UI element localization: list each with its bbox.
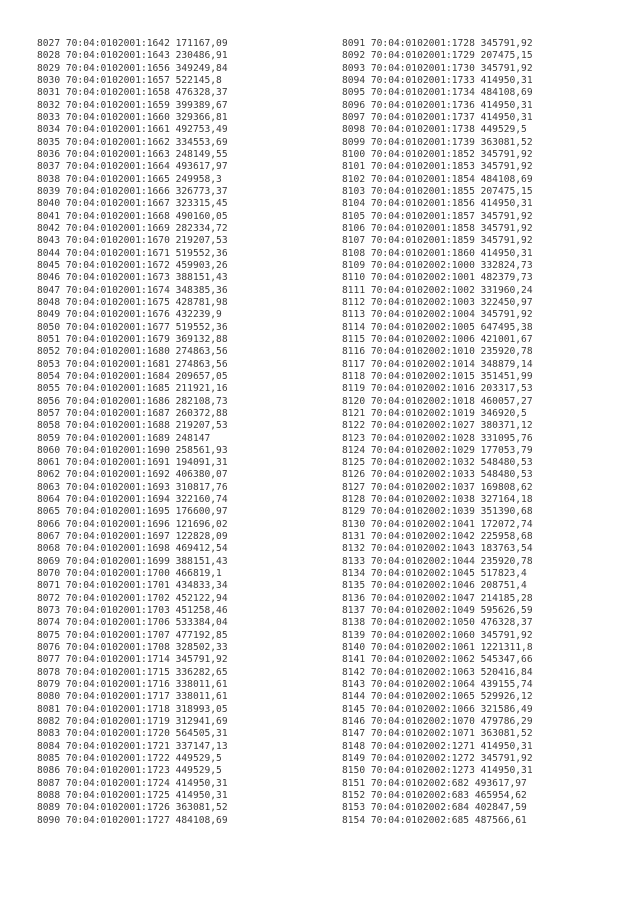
record-row: 8047 70:04:0102001:1674 348385,36 (37, 284, 228, 296)
record-row: 8123 70:04:0102002:1028 331095,76 (342, 432, 533, 444)
record-row: 8084 70:04:0102001:1721 337147,13 (37, 740, 228, 752)
record-row: 8152 70:04:0102002:683 465954,62 (342, 790, 527, 802)
record-row: 8046 70:04:0102001:1673 388151,43 (37, 272, 228, 284)
record-row: 8085 70:04:0102001:1722 449529,5 (37, 753, 222, 765)
record-row: 8093 70:04:0102001:1730 345791,92 (342, 62, 533, 74)
record-row: 8077 70:04:0102001:1714 345791,92 (37, 654, 228, 666)
record-row: 8042 70:04:0102001:1669 282334,72 (37, 222, 228, 234)
record-row: 8115 70:04:0102002:1006 421001,67 (342, 333, 533, 345)
record-row: 8038 70:04:0102001:1665 249958,3 (37, 173, 222, 185)
record-row: 8140 70:04:0102002:1061 1221311,8 (342, 642, 533, 654)
record-row: 8031 70:04:0102001:1658 476328,37 (37, 87, 228, 99)
record-row: 8138 70:04:0102002:1050 476328,37 (342, 617, 533, 629)
record-row: 8137 70:04:0102002:1049 595626,59 (342, 605, 533, 617)
record-row: 8089 70:04:0102001:1726 363081,52 (37, 802, 228, 814)
record-row: 8141 70:04:0102002:1062 545347,66 (342, 654, 533, 666)
record-row: 8114 70:04:0102002:1005 647495,38 (342, 321, 533, 333)
record-row: 8106 70:04:0102001:1858 345791,92 (342, 222, 533, 234)
record-row: 8033 70:04:0102001:1660 329366,81 (37, 111, 228, 123)
record-row: 8088 70:04:0102001:1725 414950,31 (37, 790, 228, 802)
record-row: 8104 70:04:0102001:1856 414950,31 (342, 198, 533, 210)
record-row: 8103 70:04:0102001:1855 207475,15 (342, 185, 533, 197)
record-row: 8064 70:04:0102001:1694 322160,74 (37, 494, 228, 506)
record-row: 8028 70:04:0102001:1643 230486,91 (37, 50, 228, 62)
record-row: 8082 70:04:0102001:1719 312941,69 (37, 716, 228, 728)
record-row: 8050 70:04:0102001:1677 519552,36 (37, 321, 228, 333)
record-row: 8092 70:04:0102001:1729 207475,15 (342, 50, 533, 62)
record-row: 8045 70:04:0102001:1672 459903,26 (37, 259, 228, 271)
record-row: 8121 70:04:0102002:1019 346920,5 (342, 407, 527, 419)
record-row: 8150 70:04:0102002:1273 414950,31 (342, 765, 533, 777)
record-row: 8062 70:04:0102001:1692 406380,07 (37, 469, 228, 481)
record-row: 8068 70:04:0102001:1698 469412,54 (37, 543, 228, 555)
record-row: 8065 70:04:0102001:1695 176600,97 (37, 506, 228, 518)
record-row: 8119 70:04:0102002:1016 203317,53 (342, 383, 533, 395)
record-row: 8040 70:04:0102001:1667 323315,45 (37, 198, 228, 210)
record-row: 8032 70:04:0102001:1659 399389,67 (37, 99, 228, 111)
record-row: 8091 70:04:0102001:1728 345791,92 (342, 38, 533, 49)
record-row: 8075 70:04:0102001:1707 477192,85 (37, 629, 228, 641)
record-row: 8039 70:04:0102001:1666 326773,37 (37, 185, 228, 197)
record-row: 8124 70:04:0102002:1029 177053,79 (342, 444, 533, 456)
record-row: 8070 70:04:0102001:1700 466819,1 (37, 568, 222, 580)
record-row: 8097 70:04:0102001:1737 414950,31 (342, 111, 533, 123)
record-row: 8145 70:04:0102002:1066 321586,49 (342, 703, 533, 715)
record-row: 8149 70:04:0102002:1272 345791,92 (342, 753, 533, 765)
record-row: 8148 70:04:0102002:1271 414950,31 (342, 740, 533, 752)
record-row: 8139 70:04:0102002:1060 345791,92 (342, 629, 533, 641)
record-row: 8080 70:04:0102001:1717 338011,61 (37, 691, 228, 703)
record-row: 8030 70:04:0102001:1657 522145,8 (37, 74, 222, 86)
record-row: 8073 70:04:0102001:1703 451258,46 (37, 605, 228, 617)
record-row: 8066 70:04:0102001:1696 121696,02 (37, 518, 228, 530)
record-row: 8136 70:04:0102002:1047 214185,28 (342, 592, 533, 604)
record-row: 8098 70:04:0102001:1738 449529,5 (342, 124, 527, 136)
record-row: 8153 70:04:0102002:684 402847,59 (342, 802, 527, 814)
record-row: 8027 70:04:0102001:1642 171167,09 (37, 38, 228, 49)
record-row: 8096 70:04:0102001:1736 414950,31 (342, 99, 533, 111)
record-row: 8118 70:04:0102002:1015 351451,99 (342, 370, 533, 382)
record-row: 8101 70:04:0102001:1853 345791,92 (342, 161, 533, 173)
record-row: 8126 70:04:0102002:1033 548480,53 (342, 469, 533, 481)
record-row: 8087 70:04:0102001:1724 414950,31 (37, 777, 228, 789)
right-column (342, 38, 533, 827)
record-row: 8112 70:04:0102002:1003 322450,97 (342, 296, 533, 308)
record-row: 8134 70:04:0102002:1045 517823,4 (342, 568, 527, 580)
record-row: 8132 70:04:0102002:1043 183763,54 (342, 543, 533, 555)
record-row: 8034 70:04:0102001:1661 492753,49 (37, 124, 228, 136)
record-row: 8037 70:04:0102001:1664 493617,97 (37, 161, 228, 173)
record-row: 8074 70:04:0102001:1706 533384,04 (37, 617, 228, 629)
record-row: 8079 70:04:0102001:1716 338011,61 (37, 679, 228, 691)
record-row: 8063 70:04:0102001:1693 310817,76 (37, 481, 228, 493)
record-row: 8051 70:04:0102001:1679 369132,88 (37, 333, 228, 345)
record-row: 8100 70:04:0102001:1852 345791,92 (342, 148, 533, 160)
record-row: 8128 70:04:0102002:1038 327164,18 (342, 494, 533, 506)
record-row: 8044 70:04:0102001:1671 519552,36 (37, 247, 228, 259)
record-row: 8135 70:04:0102002:1046 208751,4 (342, 580, 527, 592)
record-row: 8122 70:04:0102002:1027 380371,12 (342, 420, 533, 432)
record-row: 8154 70:04:0102002:685 487566,61 (342, 814, 527, 826)
record-row: 8056 70:04:0102001:1686 282108,73 (37, 395, 228, 407)
left-column (37, 38, 228, 827)
record-row: 8076 70:04:0102001:1708 328502,33 (37, 642, 228, 654)
record-row: 8099 70:04:0102001:1739 363081,52 (342, 136, 533, 148)
record-row: 8146 70:04:0102002:1070 479786,29 (342, 716, 533, 728)
record-row: 8116 70:04:0102002:1010 235920,78 (342, 346, 533, 358)
record-row: 8069 70:04:0102001:1699 388151,43 (37, 555, 228, 567)
record-row: 8151 70:04:0102002:682 493617,97 (342, 777, 527, 789)
record-row: 8072 70:04:0102001:1702 452122,94 (37, 592, 228, 604)
record-row: 8083 70:04:0102001:1720 564505,31 (37, 728, 228, 740)
record-row: 8120 70:04:0102002:1018 460057,27 (342, 395, 533, 407)
record-row: 8071 70:04:0102001:1701 434833,34 (37, 580, 228, 592)
record-row: 8059 70:04:0102001:1689 248147 (37, 432, 211, 444)
record-row: 8144 70:04:0102002:1065 529926,12 (342, 691, 533, 703)
record-row: 8055 70:04:0102001:1685 211921,16 (37, 383, 228, 395)
record-row: 8049 70:04:0102001:1676 432239,9 (37, 309, 222, 321)
record-row: 8086 70:04:0102001:1723 449529,5 (37, 765, 222, 777)
record-row: 8110 70:04:0102002:1001 482379,73 (342, 272, 533, 284)
record-row: 8129 70:04:0102002:1039 351390,68 (342, 506, 533, 518)
record-row: 8060 70:04:0102001:1690 258561,93 (37, 444, 228, 456)
record-row: 8057 70:04:0102001:1687 260372,88 (37, 407, 228, 419)
record-row: 8142 70:04:0102002:1063 520416,84 (342, 666, 533, 678)
record-row: 8078 70:04:0102001:1715 336282,65 (37, 666, 228, 678)
record-row: 8048 70:04:0102001:1675 428781,98 (37, 296, 228, 308)
record-row: 8102 70:04:0102001:1854 484108,69 (342, 173, 533, 185)
record-row: 8053 70:04:0102001:1681 274863,56 (37, 358, 228, 370)
record-row: 8109 70:04:0102002:1000 332824,73 (342, 259, 533, 271)
record-row: 8036 70:04:0102001:1663 248149,55 (37, 148, 228, 160)
record-row: 8130 70:04:0102002:1041 172072,74 (342, 518, 533, 530)
record-row: 8105 70:04:0102001:1857 345791,92 (342, 210, 533, 222)
record-row: 8125 70:04:0102002:1032 548480,53 (342, 457, 533, 469)
record-row: 8117 70:04:0102002:1014 348879,14 (342, 358, 533, 370)
record-row: 8061 70:04:0102001:1691 194091,31 (37, 457, 228, 469)
record-row: 8035 70:04:0102001:1662 334553,69 (37, 136, 228, 148)
record-row: 8058 70:04:0102001:1688 219207,53 (37, 420, 228, 432)
record-row: 8043 70:04:0102001:1670 219207,53 (37, 235, 228, 247)
record-row: 8108 70:04:0102001:1860 414950,31 (342, 247, 533, 259)
record-row: 8054 70:04:0102001:1684 209657,05 (37, 370, 228, 382)
record-row: 8052 70:04:0102001:1680 274863,56 (37, 346, 228, 358)
record-row: 8143 70:04:0102002:1064 439155,74 (342, 679, 533, 691)
record-row: 8029 70:04:0102001:1656 349249,84 (37, 62, 228, 74)
record-row: 8131 70:04:0102002:1042 225958,68 (342, 531, 533, 543)
record-row: 8127 70:04:0102002:1037 169808,62 (342, 481, 533, 493)
record-row: 8107 70:04:0102001:1859 345791,92 (342, 235, 533, 247)
record-row: 8095 70:04:0102001:1734 484108,69 (342, 87, 533, 99)
record-row: 8111 70:04:0102002:1002 331960,24 (342, 284, 533, 296)
record-row: 8081 70:04:0102001:1718 318993,05 (37, 703, 228, 715)
record-row: 8067 70:04:0102001:1697 122828,09 (37, 531, 228, 543)
record-row: 8090 70:04:0102001:1727 484108,69 (37, 814, 228, 826)
record-row: 8147 70:04:0102002:1071 363081,52 (342, 728, 533, 740)
record-row: 8113 70:04:0102002:1004 345791,92 (342, 309, 533, 321)
record-row: 8094 70:04:0102001:1733 414950,31 (342, 74, 533, 86)
record-row: 8041 70:04:0102001:1668 490160,05 (37, 210, 228, 222)
record-row: 8133 70:04:0102002:1044 235920,78 (342, 555, 533, 567)
